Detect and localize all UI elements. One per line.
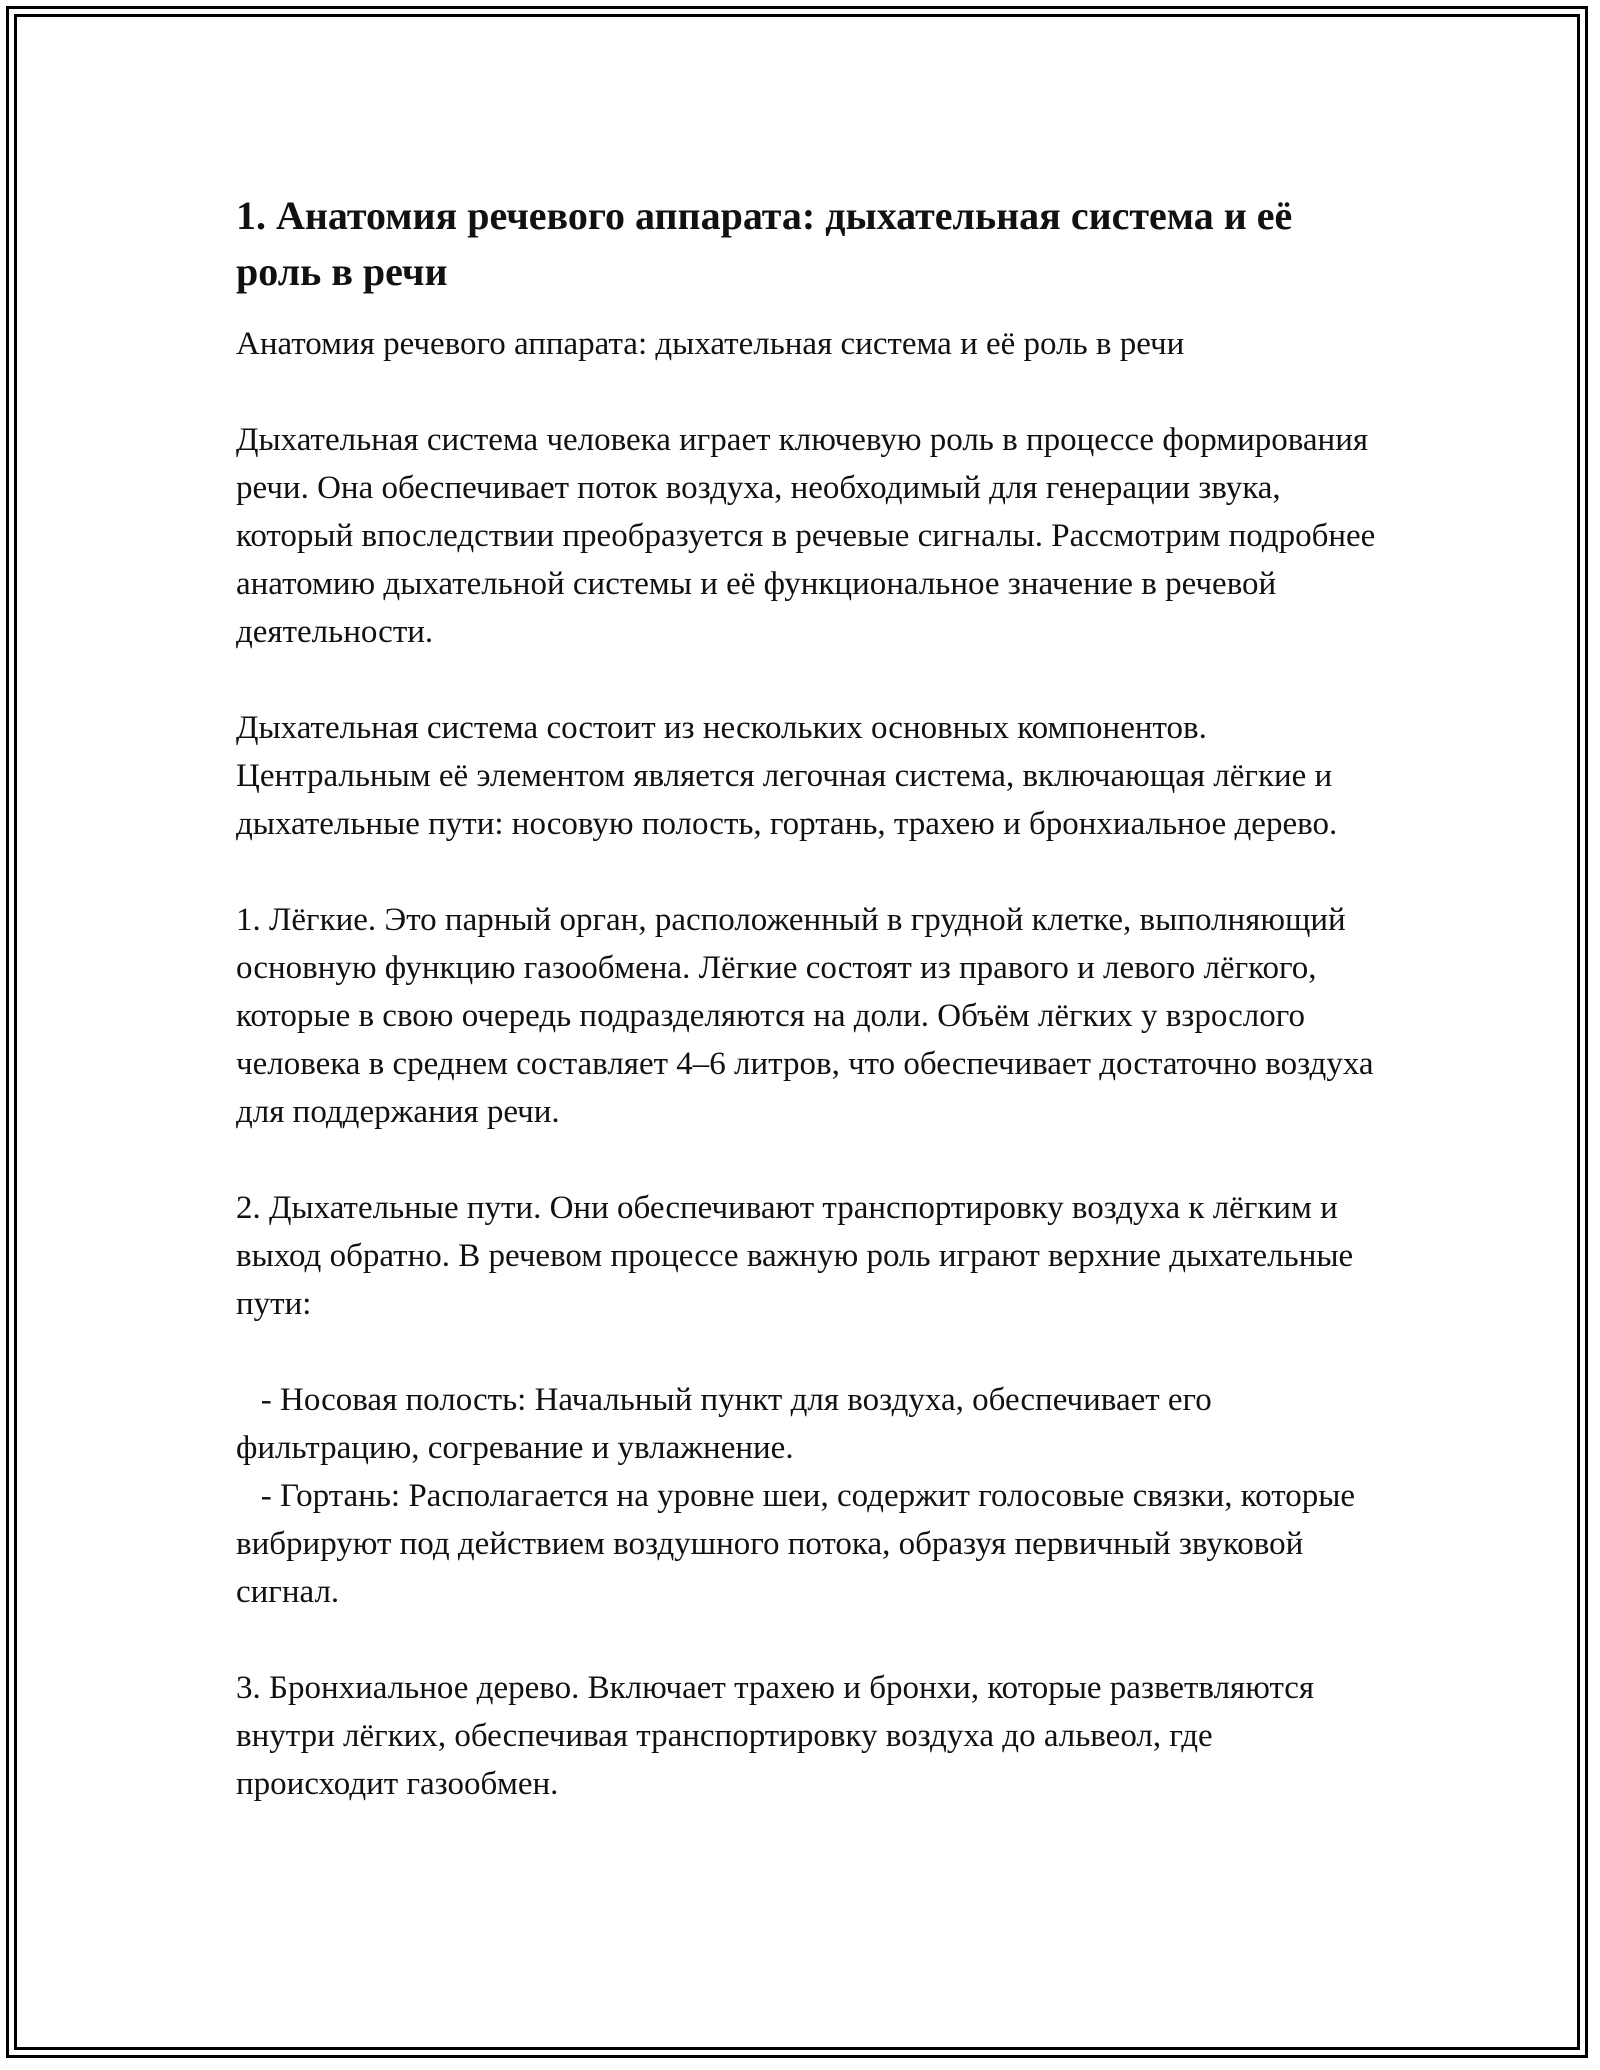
- paragraph-airways: 2. Дыхательные пути. Они обеспечивают транспортировку воздуха к лёгким и выход обратно. В речевом процессе важную роль играют верхние дыхательные пути:: [236, 1190, 1362, 1322]
- bullet-nasal-cavity: - Носовая полость: Начальный пункт для воздуха, обеспечивает его фильтрацию, согревание и увлажнение.: [236, 1382, 1221, 1466]
- paragraph-bronchial-tree: 3. Бронхиальное дерево. Включает трахею и бронхи, которые разветвляются внутри лёгких, обеспечивая транспортировку воздуха до альвеол, где происходит газообмен.: [236, 1670, 1323, 1802]
- document-body: [236, 188, 1384, 1856]
- airways-bullet-list: [236, 1376, 1376, 1616]
- paragraph-components: Дыхательная система состоит из нескольких основных компонентов. Центральным её элементом является легочная система, включающая лёгкие и дыхательные пути: носовую полость, гортань, трахею и бронхиальное дерево.: [236, 710, 1341, 842]
- bullet-larynx: - Гортань: Располагается на уровне шеи, содержит голосовые связки, которые вибрируют под действием воздушного потока, образуя первичный звуковой сигнал.: [236, 1478, 1364, 1610]
- paragraph-intro: Дыхательная система человека играет ключевую роль в процессе формирования речи. Она обеспечивает поток воздуха, необходимый для генерации звука, который впоследствии преобразуется в речевые сигналы. Рассмотрим подробнее анатомию дыхательной системы и её функциональное значение в речевой деятельности.: [236, 422, 1384, 650]
- section-heading: 1. Анатомия речевого аппарата: дыхательная система и её роль в речи: [236, 193, 1293, 294]
- section-subtitle: Анатомия речевого аппарата: дыхательная система и её роль в речи: [236, 326, 1185, 362]
- paragraph-lungs: 1. Лёгкие. Это парный орган, расположенный в грудной клетке, выполняющий основную функцию газообмена. Лёгкие состоят из правого и левого лёгкого, которые в свою очередь подразделяются на доли. Объём лёгких у взрослого человека в среднем составляет 4–6 литров, что обеспечивает достаточно воздуха для поддержания речи.: [236, 902, 1382, 1130]
